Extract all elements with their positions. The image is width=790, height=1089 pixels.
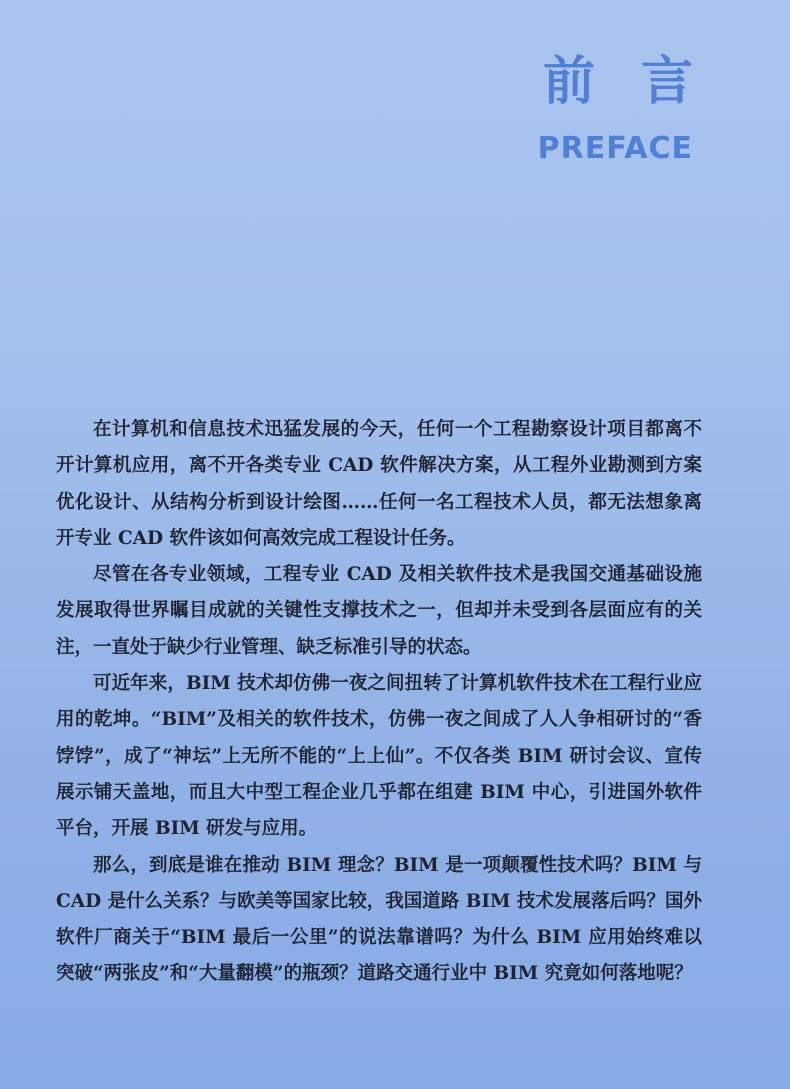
preface-body [56,412,702,993]
page-title: 前言 [542,51,739,112]
page-subtitle: PREFACE [537,131,693,166]
paragraph: 可近年来，BIM 技术却仿佛一夜之间扭转了计算机软件技术在工程行业应用的乾坤。“BIM”及相关的软件技术，仿佛一夜之间成了人人争相研讨的“香饽饽”，成了“神坛”上无所不能的“上上仙”。不仅各类 BIM 研讨会议、宣传展示铺天盖地，而且大中型工程企业几乎都在组建 BIM 中心，引进国外软件平台，开展 BIM 研发与应用。 [56,673,702,840]
paragraph: 在计算机和信息技术迅猛发展的今天，任何一个工程勘察设计项目都离不开计算机应用，离不开各类专业 CAD 软件解决方案，从工程外业勘测到方案优化设计、从结构分析到设计绘图……任何一名工程技术人员，都无法想象离开专业 CAD 软件该如何高效完成工程设计任务。 [56,419,702,549]
paragraph: 尽管在各专业领域，工程专业 CAD 及相关软件技术是我国交通基础设施发展取得世界瞩目成就的关键性支撑技术之一，但却并未受到各层面应有的关注，一直处于缺少行业管理、缺乏标准引导的状态。 [56,564,702,658]
paragraph: 那么，到底是谁在推动 BIM 理念？BIM 是一项颠覆性技术吗？BIM 与 CAD 是什么关系？与欧美等国家比较，我国道路 BIM 技术发展落后吗？国外软件厂商关于“BIM 最后一公里”的说法靠谱吗？为什么 BIM 应用始终难以突破“两张皮”和“大量翻模”的瓶颈？道路交通行业中 BIM 究竟如何落地呢？ [56,854,702,985]
